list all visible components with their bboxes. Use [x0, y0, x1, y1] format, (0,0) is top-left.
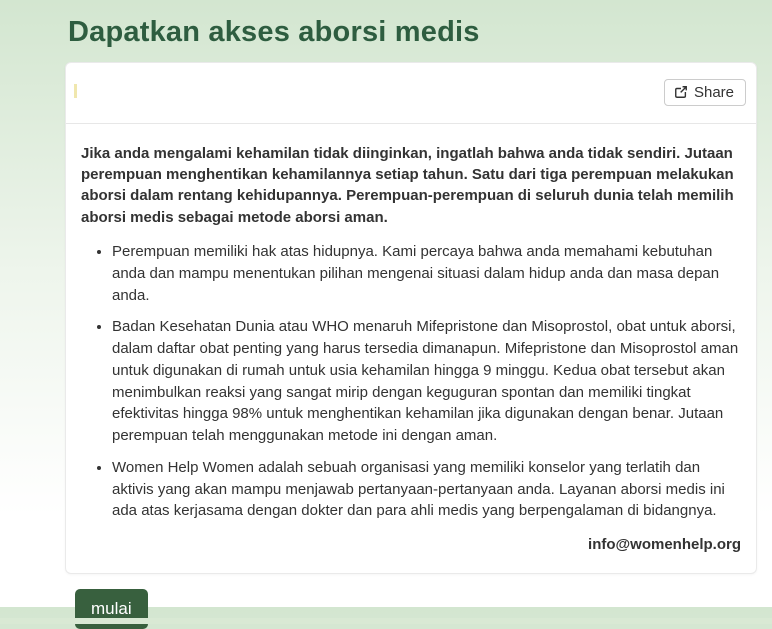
list-item: • Women Help Women adalah sebuah organisasi yang memiliki konselor yang terlatih dan aktivis yang akan mampu menjawab pertanyaan-pertanyaan anda. Layanan aborsi medis ini ada atas kerjasama dengan dokter dan para ahli medis yang berpengalaman di bidangnya.: [112, 457, 741, 522]
start-button[interactable]: mulai: [75, 589, 148, 629]
list-item: • Badan Kesehatan Dunia atau WHO menaruh Mifepristone dan Misoprostol, obat untuk aborsi, dalam daftar obat penting yang harus tersedia dimanapun. Mifepristone dan Misoprostol aman untuk digunakan di rumah untuk usia kehamilan hingga 9 minggu. Kedua obat tersebut akan menimbulkan reaksi yang sangat mirip dengan keguguran spontan dan memiliki tingkat efektivitas hingga 98% untuk menghentikan kehamilan jika digunakan dengan benar. Jutaan perempuan telah menggunakan metode ini dengan aman.: [112, 316, 741, 447]
footer-strip: [0, 618, 772, 624]
share-button-label: Share: [693, 83, 734, 101]
contact-email: info@womenhelp.org: [588, 536, 741, 554]
bullet-list: [81, 241, 741, 522]
card-body: [66, 124, 756, 573]
cursor-mark: [74, 84, 77, 98]
intro-paragraph: Jika anda mengalami kehamilan tidak diinginkan, ingatlah bahwa anda tidak sendiri. Jutaan perempuan menghentikan kehamilannya setiap tahun. Satu dari tiga perempuan melakukan aborsi dalam rentang kehidupannya. Perempuan-perempuan di seluruh dunia telah memilih aborsi medis sebagai metode aborsi aman.: [81, 144, 734, 226]
card-header: [66, 63, 756, 124]
content-card: [65, 62, 757, 574]
list-item: • Perempuan memiliki hak atas hidupnya. Kami percaya bahwa anda memahami kebutuhan anda dan mampu menentukan pilihan mengenai situasi dalam hidup anda dan masa depan anda.: [112, 241, 741, 306]
page-title: Dapatkan akses aborsi medis: [68, 16, 480, 48]
share-icon: [674, 85, 688, 99]
share-button[interactable]: [664, 79, 746, 106]
